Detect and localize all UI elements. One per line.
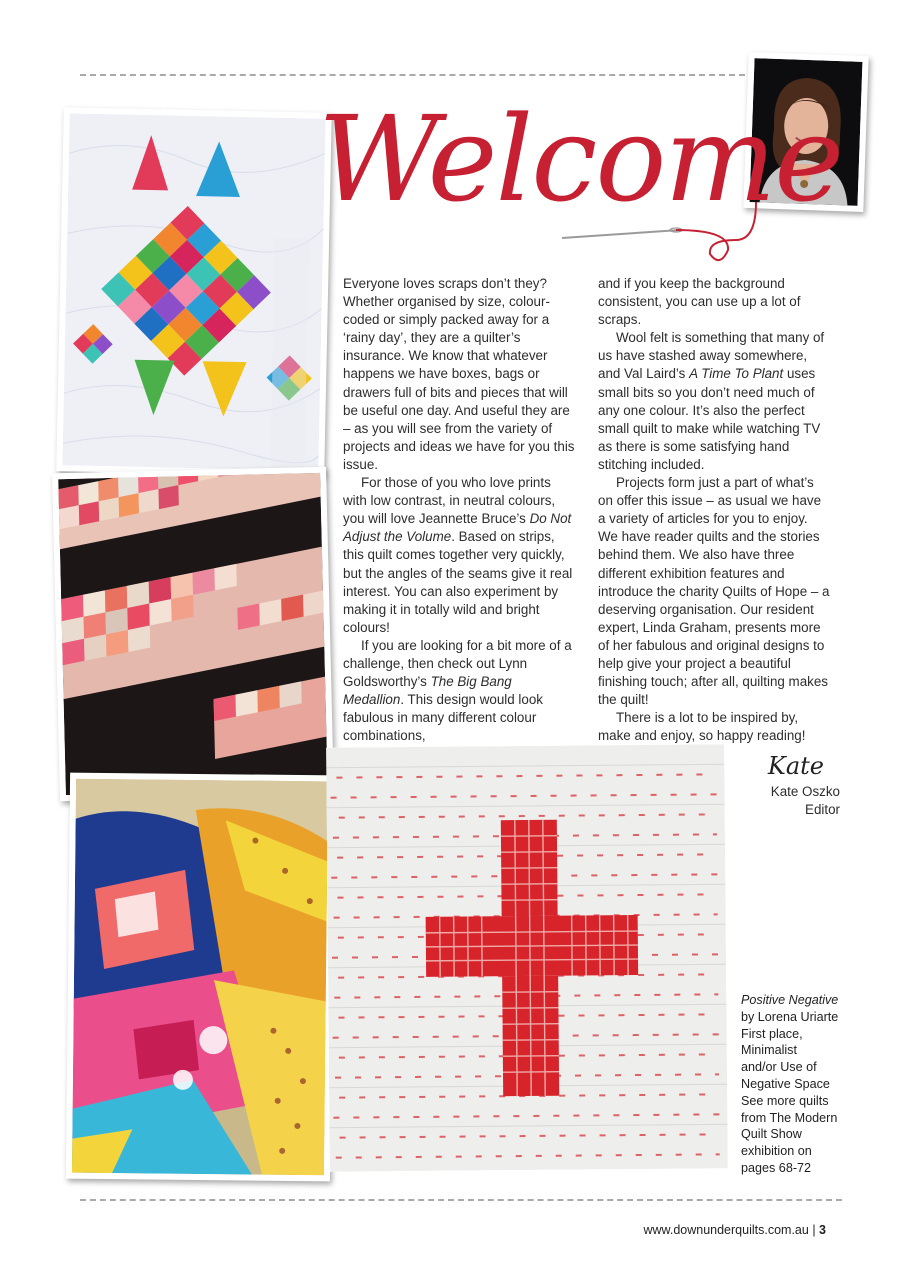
bottom-divider [80, 1199, 842, 1201]
caption-line: by Lorena Uriarte [741, 1009, 839, 1024]
paragraph-text: . This design would look fabulous in many different colour combinations, [343, 692, 543, 744]
paragraph [598, 329, 830, 474]
footer-url[interactable]: www.downunderquilts.com.au [643, 1223, 809, 1237]
photo-positive-negative-quilt [326, 744, 728, 1171]
caption-line: See more quilts [741, 1093, 829, 1108]
caption-title: Positive Negative [741, 993, 839, 1007]
paragraph: and if you keep the background consistent, you can use up a lot of scraps. [598, 276, 801, 328]
caption-lines [741, 1009, 859, 1177]
caption-line: Negative Space [741, 1076, 830, 1091]
paragraph: Everyone loves scraps don’t they? Whether organised by size, colour-coded or simply packed away for a ‘rainy day’, they are a quilter’s insurance. We know that whatever happens we have boxes, bags or drawers full of bits and pieces that will be useful one day. And useful they are – as you will see from the variety of projects and ideas we have for you this issue. [343, 276, 575, 472]
photo-bright-folded-quilt [66, 773, 334, 1182]
top-divider [80, 74, 745, 76]
editor-signature: Kate [767, 752, 824, 780]
paragraph [343, 637, 575, 746]
quilt-caption [741, 992, 859, 1177]
needle-thread-icon [560, 200, 760, 280]
project-title: A Time To Plant [689, 366, 784, 382]
caption-line: pages 68-72 [741, 1160, 812, 1175]
editor-name: Kate Oszko [770, 784, 840, 799]
page-number: 3 [819, 1223, 826, 1237]
paragraph [343, 474, 575, 637]
caption-line: Minimalist [741, 1043, 797, 1058]
photo-star-scrap-quilt [56, 107, 332, 477]
page-footer [643, 1223, 826, 1237]
paragraph: Projects form just a part of what’s on offer this issue – as usual we have a variety of articles for you to enjoy. We have reader quilts and the stories behind them. We also have three different exhibition features and introduce the charity Quilts of Hope – a deserving organisation. Our resident expert, Linda Graham, presents more of her fabulous and original designs to help give your project a beautiful finishing touch; after all, quilting makes the quilt! [598, 475, 830, 708]
photo-low-contrast-quilt [52, 467, 334, 802]
paragraph-text: If you are looking for a bit more of a challenge, then check out Lynn Goldsworthy’s [343, 637, 572, 690]
caption-line: from The Modern [741, 1110, 838, 1125]
caption-line: Quilt Show [741, 1127, 802, 1142]
project-title: Do Not Adjust the Volume [343, 511, 572, 545]
editor-role: Editor [805, 802, 840, 817]
paragraph: There is a lot to be inspired by, make and enjoy, so happy reading! [598, 710, 806, 744]
paragraph-text: . Based on strips, this quilt comes together very quickly, but the angles of the seams give it real interest. You can also experiment by making it in totally wild and bright colours! [343, 529, 573, 635]
footer-separator: | [812, 1223, 816, 1237]
paragraph-text: Wool felt is something that many of us have stashed away somewhere, and Val Laird’s [598, 330, 825, 382]
caption-line: First place, [741, 1026, 803, 1041]
page-heading: Welcome [318, 90, 843, 228]
article-column-right [598, 275, 830, 745]
caption-line: exhibition on [741, 1144, 812, 1159]
project-title: The Big Bang Medallion [343, 674, 512, 708]
article-column-left [343, 275, 575, 745]
editor-credit [771, 783, 840, 819]
caption-line: and/or Use of [741, 1060, 817, 1075]
paragraph-text: For those of you who love prints with low contrast, in neutral colours, you will love Jeannette Bruce’s [343, 475, 556, 527]
paragraph-text: uses small bits so you don’t need much of any one colour. It’s also the perfect small quilt to make while watching TV as there is some satisfying hand stitching included. [598, 366, 821, 472]
